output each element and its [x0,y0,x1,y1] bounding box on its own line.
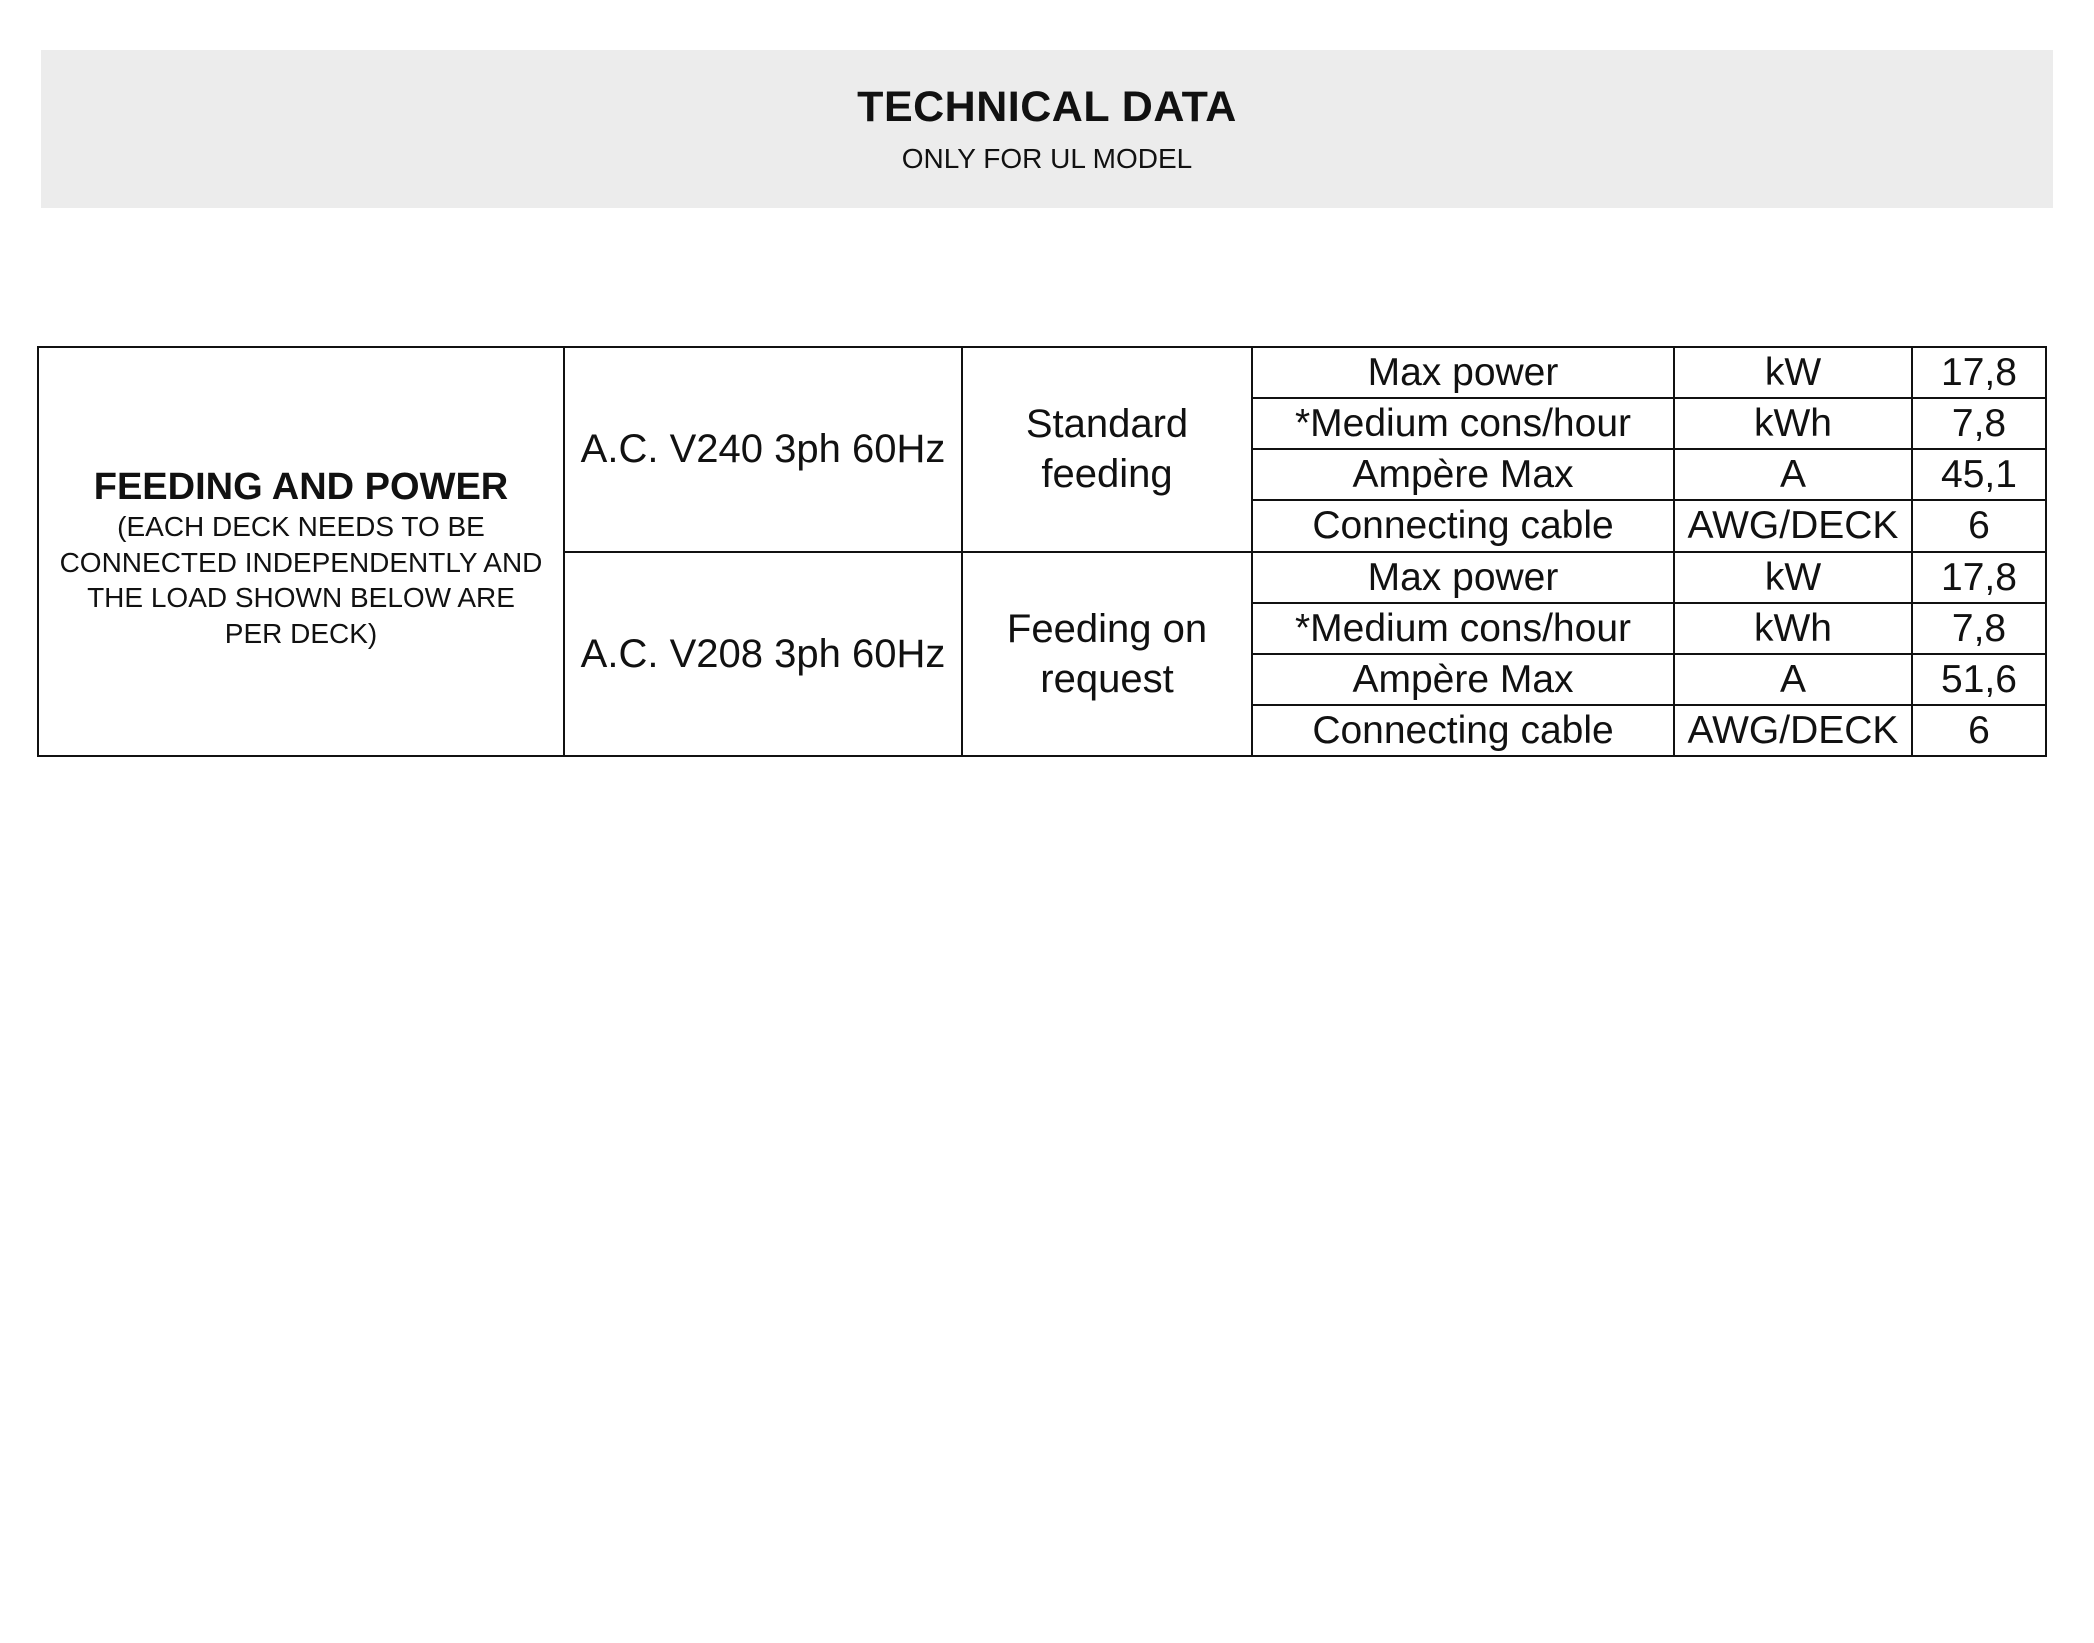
value-label: 17,8 [1941,351,2017,395]
value-cell [1912,347,2046,398]
unit-cell [1674,603,1912,654]
param-label: *Medium cons/hour [1295,606,1631,650]
unit-cell [1674,500,1912,551]
section-cell [38,347,564,756]
page-subtitle: ONLY FOR UL MODEL [901,143,1193,174]
param-cell [1252,449,1674,500]
value-label: 6 [1968,504,1990,548]
value-label: 45,1 [1941,453,2017,497]
param-cell [1252,654,1674,705]
unit-cell [1674,552,1912,603]
param-cell [1252,500,1674,551]
unit-label: AWG/DECK [1687,504,1899,548]
value-label: 51,6 [1941,657,2017,701]
unit-cell [1674,449,1912,500]
section-title: FEEDING AND POWER [93,465,509,508]
voltage-label: A.C. V240 3ph 60Hz [580,427,946,472]
unit-label: A [1779,657,1806,701]
unit-label: kW [1764,351,1822,395]
feeding-cell [962,552,1252,757]
value-cell [1912,552,2046,603]
param-cell [1252,603,1674,654]
unit-cell [1674,347,1912,398]
unit-label: kWh [1754,402,1832,446]
value-label: 7,8 [1951,606,2007,650]
value-label: 17,8 [1941,555,2017,599]
voltage-cell [564,347,962,552]
feeding-cell [962,347,1252,552]
value-cell [1912,705,2046,756]
param-label: Connecting cable [1312,708,1614,752]
table-row [38,347,2046,398]
voltage-label: A.C. V208 3ph 60Hz [580,631,946,676]
value-cell [1912,603,2046,654]
value-label: 6 [1968,708,1990,752]
param-label: Ampère Max [1352,453,1574,497]
param-cell [1252,705,1674,756]
feeding-label: Standard feeding [1025,402,1189,497]
voltage-cell [564,552,962,757]
value-cell [1912,500,2046,551]
header-band [41,50,2053,208]
unit-label: AWG/DECK [1687,708,1899,752]
param-label: Max power [1367,351,1559,395]
param-cell [1252,552,1674,603]
unit-cell [1674,398,1912,449]
param-label: *Medium cons/hour [1295,402,1631,446]
value-cell [1912,654,2046,705]
param-label: Ampère Max [1352,657,1574,701]
value-cell [1912,398,2046,449]
unit-cell [1674,654,1912,705]
unit-cell [1674,705,1912,756]
value-cell [1912,449,2046,500]
unit-label: A [1779,453,1806,497]
param-label: Connecting cable [1312,504,1614,548]
param-cell [1252,347,1674,398]
param-cell [1252,398,1674,449]
param-label: Max power [1367,555,1559,599]
unit-label: kWh [1754,606,1832,650]
value-label: 7,8 [1951,402,2007,446]
feeding-label: Feeding on request [1006,606,1208,701]
section-note: (EACH DECK NEEDS TO BE CONNECTED INDEPENDENTLY AND THE LOAD SHOWN BELOW ARE PER DECK) [59,510,543,650]
technical-data-table [37,346,2047,757]
page-title: TECHNICAL DATA [857,83,1237,131]
unit-label: kW [1764,555,1822,599]
